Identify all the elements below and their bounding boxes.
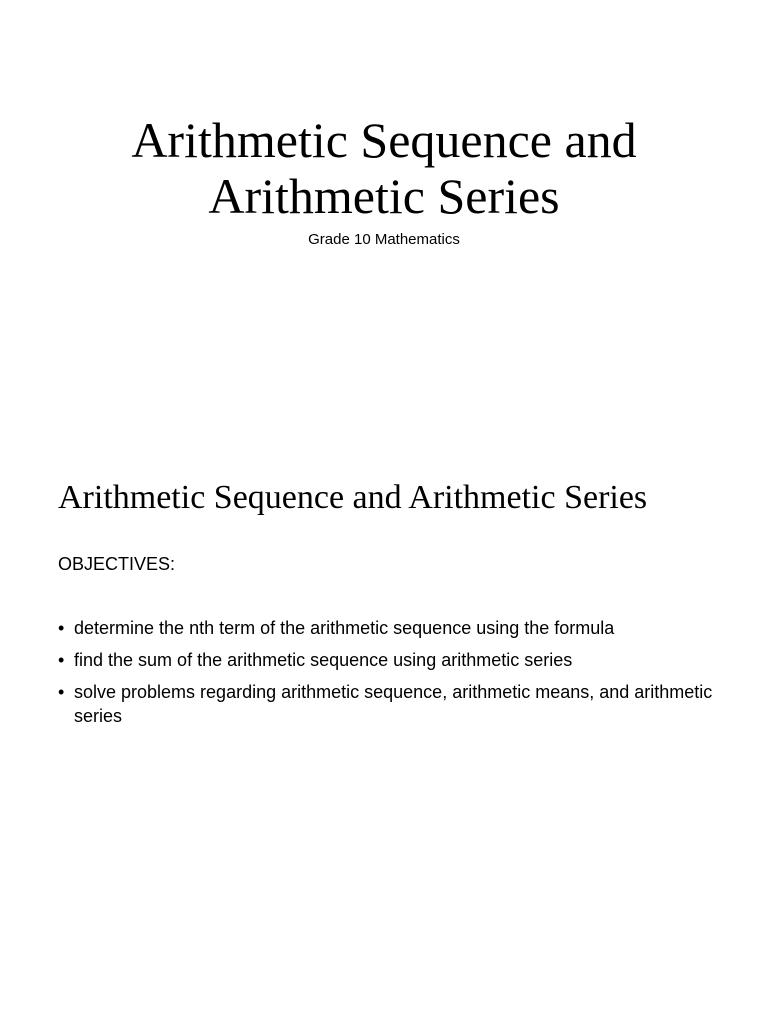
presentation-title: [0, 112, 768, 224]
list-item: [58, 680, 738, 728]
objective-text: determine the nth term of the arithmetic sequence using the formula: [74, 618, 615, 638]
objective-text: solve problems regarding arithmetic sequence, arithmetic means, and arithmetic series: [74, 682, 713, 726]
list-item: [58, 616, 738, 640]
title-slide: [0, 0, 768, 432]
objectives-label: OBJECTIVES:: [58, 554, 176, 574]
objective-text: find the sum of the arithmetic sequence using arithmetic series: [74, 650, 573, 670]
bullet-icon: •: [58, 650, 65, 670]
bullet-icon: •: [58, 682, 65, 702]
objectives-slide: [0, 432, 768, 1024]
objectives-list: [58, 616, 738, 736]
list-item: [58, 648, 738, 672]
presentation-subtitle: Grade 10 Mathematics: [308, 231, 460, 248]
presentation-title-line-1: Arithmetic Sequence and: [131, 112, 637, 168]
presentation-title-line-2: Arithmetic Series: [208, 168, 560, 224]
bullet-icon: •: [58, 618, 65, 638]
objectives-slide-title: Arithmetic Sequence and Arithmetic Series: [58, 479, 648, 516]
